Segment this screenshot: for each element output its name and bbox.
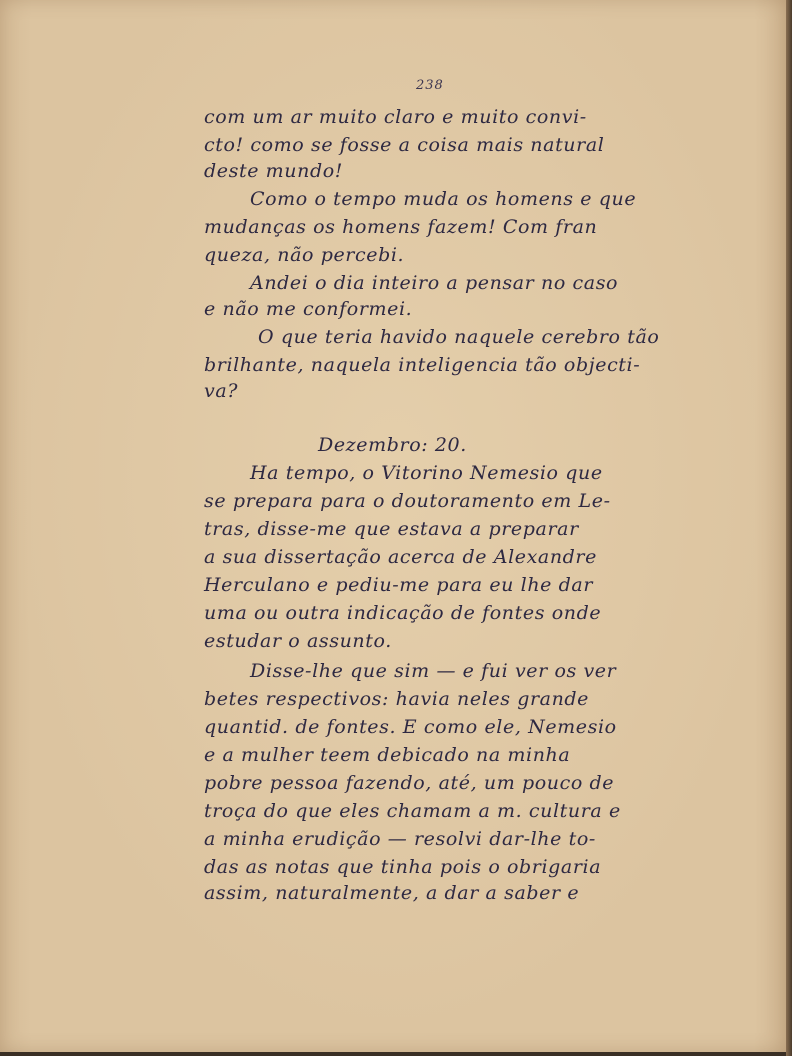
text-line: troça do que eles chamam a m. cultura e [204, 800, 621, 822]
text-line: pobre pessoa fazendo, até, um pouco de [204, 772, 615, 794]
text-line: va? [204, 380, 239, 402]
page-number: 238 [416, 78, 444, 93]
text-line: a minha erudição — resolvi dar-lhe to- [204, 828, 596, 850]
text-line: betes respectivos: havia neles grande [204, 688, 590, 710]
text-line: uma ou outra indicação de fontes onde [204, 602, 602, 624]
text-line: estudar o assunto. [204, 630, 392, 652]
text-line: Como o tempo muda os homens e que [250, 188, 637, 210]
page-edge [786, 0, 792, 1056]
text-line: deste mundo! [204, 160, 344, 182]
text-line: cto! como se fosse a coisa mais natural [204, 134, 605, 156]
text-line: e não me conformei. [204, 298, 413, 320]
text-line: queza, não percebi. [204, 244, 405, 266]
text-line: O que teria havido naquele cerebro tão [258, 326, 660, 348]
text-line: se prepara para o doutoramento em Le- [204, 490, 611, 512]
text-line: tras, disse-me que estava a preparar [204, 518, 579, 540]
text-line: Andei o dia inteiro a pensar no caso [250, 272, 619, 294]
text-line: mudanças os homens fazem! Com fran [204, 216, 598, 238]
text-line: com um ar muito claro e muito convi- [204, 106, 587, 128]
text-line: assim, naturalmente, a dar a saber e [204, 882, 580, 904]
text-line: brilhante, naquela inteligencia tão objecti- [204, 354, 641, 376]
text-line: e a mulher teem debicado na minha [204, 744, 571, 766]
text-line: Ha tempo, o Vitorino Nemesio que [250, 462, 603, 484]
text-line: das as notas que tinha pois o obrigaria [204, 856, 602, 878]
entry-date: Dezembro: 20. [318, 434, 467, 456]
text-line: quantid. de fontes. E como ele, Nemesio [204, 716, 617, 738]
text-line: Herculano e pediu-me para eu lhe dar [204, 574, 594, 596]
text-line: a sua dissertação acerca de Alexandre [204, 546, 597, 568]
text-line: Disse-lhe que sim — e fui ver os ver [250, 660, 617, 682]
